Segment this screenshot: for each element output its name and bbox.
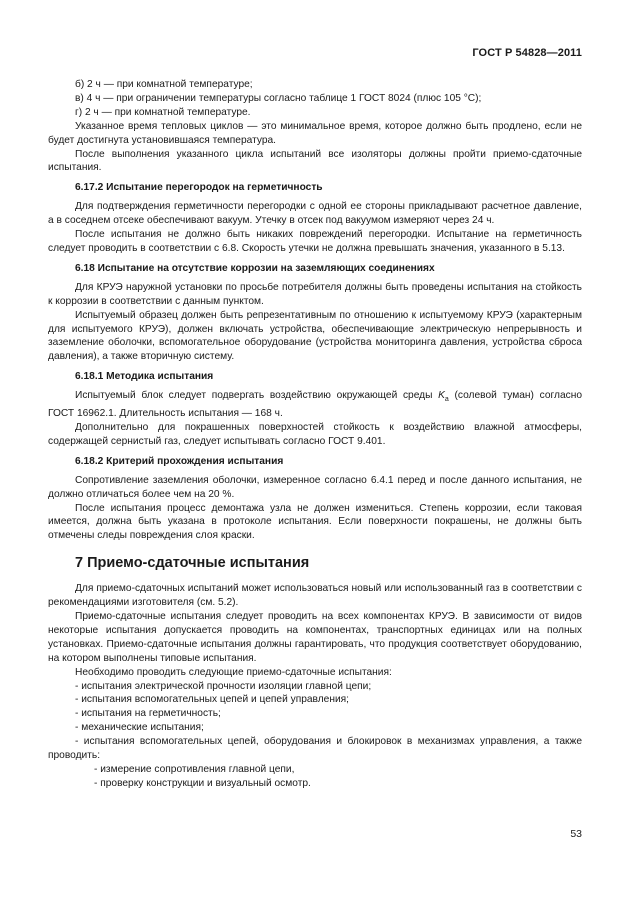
paragraph: - испытания на герметичность; xyxy=(75,708,221,720)
paragraph: Для подтверждения герметичности перегородки с одной ее стороны прикладывают расчетное давление, а в соседнем отсеке обеспечивают вакуум. Утечку в отсек под вакуумом измеряют через 24 ч. xyxy=(48,201,582,227)
section-heading: 6.17.2 Испытание перегородок на герметичность xyxy=(75,182,323,194)
paragraph: б) 2 ч — при комнатной температуре; xyxy=(75,79,253,90)
paragraph: - механические испытания; xyxy=(75,722,204,734)
document-body xyxy=(48,78,582,791)
paragraph: в) 4 ч — при ограничении температуры согласно таблице 1 ГОСТ 8024 (плюс 105 °С); xyxy=(75,92,482,104)
list-item: - проверку конструкции и визуальный осмотр. xyxy=(94,777,311,789)
paragraph: Сопротивление заземления оболочки, измеренное согласно 6.4.1 перед и после данного испытания, не должно отличаться более чем на 20 %. xyxy=(48,474,582,500)
paragraph: Испытуемый образец должен быть репрезентативным по отношению к испытуемому КРУЭ (характерным для испытуемого КРУЭ), должен включать устройства, обеспечивающие электрическую непрерывность и заземление оболочки, вспомогательное оборудование (устройства мониторинга давления, устройства сброса давления), а также вторичную систему. xyxy=(48,309,582,363)
paragraph: Необходимо проводить следующие приемо-сдаточные испытания: xyxy=(75,666,392,678)
paragraph: - испытания электрической прочности изоляции главной цепи; xyxy=(75,680,372,692)
chapter-heading: 7 Приемо-сдаточные испытания xyxy=(75,555,310,572)
paragraph: После испытания не должно быть никаких повреждений перегородки. Испытание на герметичность следует проводить в соответствии с 6.8. Скорость утечки не должна превышать значения, указанного в 5.13. xyxy=(48,229,582,254)
section-heading: 6.18.1 Методика испытания xyxy=(75,371,214,383)
paragraph: Указанное время тепловых циклов — это минимальное время, которое должно быть продлено, если не будет достигнута установившаяся температура. xyxy=(48,120,582,146)
paragraph: После выполнения указанного цикла испытаний все изоляторы должны пройти приемо-сдаточные испытания. xyxy=(48,148,582,174)
paragraph: Испытуемый блок следует подвергать воздействию окружающей среды $K_a$ (солевой туман) согласно ГОСТ 16962.1. Длительность испытания — 168 ч. xyxy=(48,390,582,420)
section-heading: 6.18.2 Критерий прохождения испытания xyxy=(75,455,284,467)
paragraph: - испытания вспомогательных цепей и цепей управления; xyxy=(75,694,350,706)
page-number: 53 xyxy=(570,828,582,840)
paragraph: г) 2 ч — при комнатной температуре. xyxy=(75,106,251,118)
paragraph: Дополнительно для покрашенных поверхностей стойкость к воздействию влажной атмосферы, содержащей сернистый газ, следует испытывать согласно ГОСТ 9.401. xyxy=(48,421,582,447)
paragraph: - испытания вспомогательных цепей, оборудования и блокировок в механизмах управления, а также проводить: xyxy=(48,736,582,762)
paragraph: После испытания процесс демонтажа узла не должен измениться. Степень коррозии, если таковая имеется, должна быть указана в протоколе испытания. Если поверхности покрашены, не должны быть отмечены следы повреждения слоя краски. xyxy=(48,502,582,542)
section-heading: 6.18 Испытание на отсутствие коррозии на заземляющих соединениях xyxy=(75,262,435,274)
paragraph: Для приемо-сдаточных испытаний может использоваться новый или использованный газ в соответствии с рекомендациями изготовителя (см. 5.2). xyxy=(48,583,582,609)
paragraph: Приемо-сдаточные испытания следует проводить на всех компонентах КРУЭ. В зависимости от видов некоторые испытания допускается проводить на компонентах, транспортных единицах или на полных установках. Приемо-сдаточные испытания должны гарантировать, что продукция соответствует оборудованию, на котором выполнены типовые испытания. xyxy=(48,611,582,664)
standard-header: ГОСТ Р 54828—2011 xyxy=(472,47,582,59)
paragraph: Для КРУЭ наружной установки по просьбе потребителя должны быть проведены испытания на стойкость к коррозии в соответствии с данным пунктом. xyxy=(48,281,582,307)
list-item: - измерение сопротивления главной цепи, xyxy=(94,764,295,775)
